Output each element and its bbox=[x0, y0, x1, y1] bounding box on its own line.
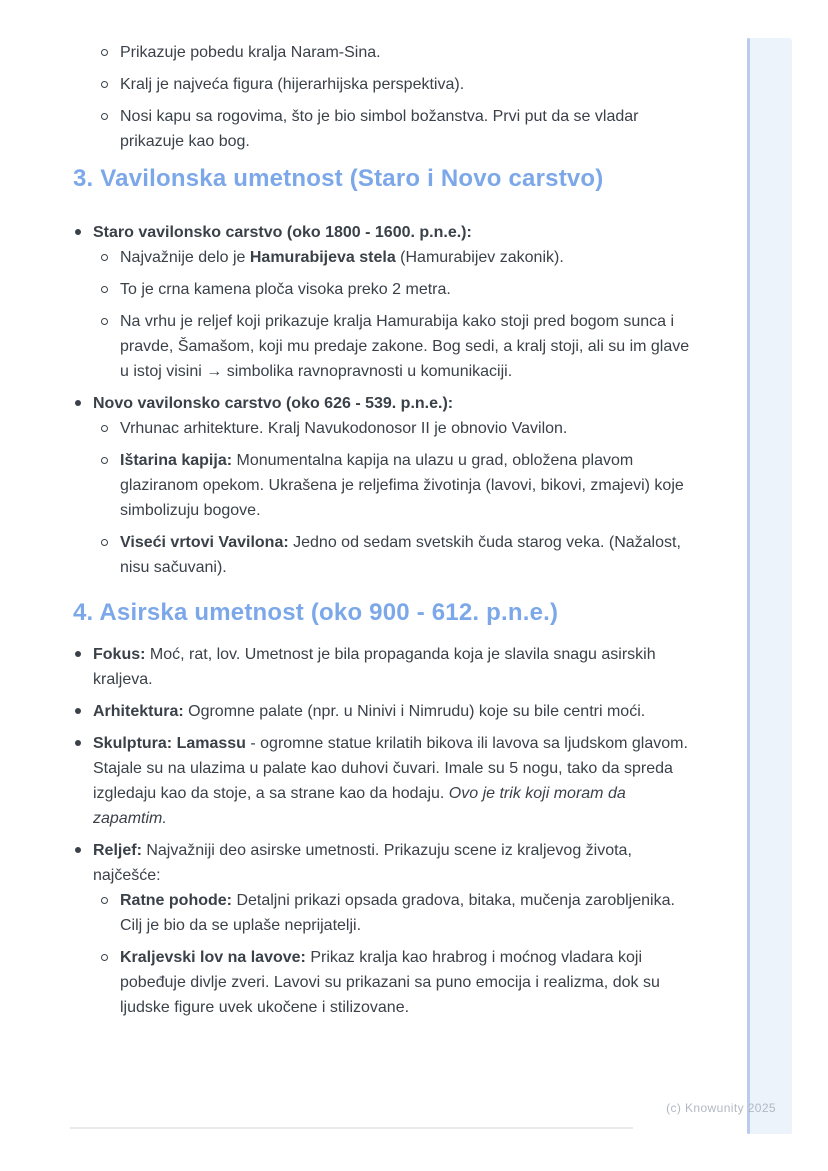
list-item bbox=[101, 72, 695, 97]
list-item bbox=[101, 448, 695, 523]
bullet-dot-icon bbox=[75, 651, 81, 657]
list-item-text: Ratne pohode: Detaljni prikazi opsada gradova, bitaka, mučenja zarobljenika. Cilj je bio da se uplaše neprijatelji. bbox=[120, 892, 675, 934]
bullet-circle-icon bbox=[101, 425, 108, 432]
list-item-text: Vrhunac arhitekture. Kralj Navukodonosor II je obnovio Vavilon. bbox=[120, 420, 568, 437]
list-item-text: Kralj je najveća figura (hijerarhijska perspektiva). bbox=[120, 76, 465, 93]
list-item bbox=[73, 391, 695, 580]
section-3-heading: 3. Vavilonska umetnost (Staro i Novo carstvo) bbox=[73, 165, 604, 192]
list-item bbox=[101, 945, 695, 1020]
list-item bbox=[73, 699, 695, 724]
scrollbar-track[interactable] bbox=[747, 38, 792, 1134]
list-item bbox=[73, 642, 695, 692]
list-item-text: Kraljevski lov na lavove: Prikaz kralja kao hrabrog i moćnog vladara koji pobeđuje divlje zveri. Lavovi su prikazani sa puno emocija i realizma, dok su ljudske figure uvek ukočene i stilizovane. bbox=[120, 949, 660, 1016]
bullet-circle-icon bbox=[101, 49, 108, 56]
bullet-dot-icon bbox=[75, 400, 81, 406]
sub-list bbox=[93, 416, 695, 580]
section-3-list bbox=[73, 220, 695, 580]
bullet-circle-icon bbox=[101, 457, 108, 464]
list-item bbox=[101, 277, 695, 302]
section-4-list bbox=[73, 642, 695, 1020]
list-item-text: Na vrhu je reljef koji prikazuje kralja Hamurabija kako stoji pred bogom sunca i pravde, Šamašom, koji mu predaje zakone. Bog sedi, a kralj stoji, ali su im glave u istoj visini → simbolika ravnopravnosti u komunikaciji. bbox=[120, 313, 690, 380]
list-item-text: Novo vavilonsko carstvo (oko 626 - 539. p.n.e.): bbox=[93, 395, 454, 412]
bullet-circle-icon bbox=[101, 254, 108, 261]
page-divider bbox=[70, 1127, 633, 1129]
bullet-circle-icon bbox=[101, 81, 108, 88]
list-item-text: Viseći vrtovi Vavilona: Jedno od sedam svetskih čuda starog veka. (Nažalost, nisu sačuvani). bbox=[120, 534, 681, 576]
list-item-text: Ištarina kapija: Monumentalna kapija na ulazu u grad, obložena plavom glaziranom opekom. Ukrašena je reljefima životinja (lavovi, bikovi, zmajevi) koje simbolizuju bogove. bbox=[120, 452, 684, 519]
document-content bbox=[73, 40, 695, 1027]
list-item bbox=[101, 416, 695, 441]
list-item bbox=[73, 731, 695, 831]
bullet-circle-icon bbox=[101, 318, 108, 325]
list-item-text: Arhitektura: Ogromne palate (npr. u Ninivi i Nimrudu) koje su bile centri moći. bbox=[93, 703, 646, 720]
scrollbar-thumb[interactable] bbox=[747, 38, 750, 1134]
section-4-heading: 4. Asirska umetnost (oko 900 - 612. p.n.e.) bbox=[73, 599, 559, 626]
list-item-text: Reljef: Najvažniji deo asirske umetnosti. Prikazuju scene iz kraljevog života, najčešće: bbox=[93, 842, 632, 884]
bullet-dot-icon bbox=[75, 847, 81, 853]
sub-list bbox=[93, 888, 695, 1020]
bullet-dot-icon bbox=[75, 229, 81, 235]
list-item-text: Fokus: Moć, rat, lov. Umetnost je bila propaganda koja je slavila snagu asirskih kraljeva. bbox=[93, 646, 656, 688]
list-item bbox=[101, 40, 695, 65]
list-item bbox=[101, 104, 695, 154]
list-item-text: To je crna kamena ploča visoka preko 2 metra. bbox=[120, 281, 451, 298]
bullet-circle-icon bbox=[101, 954, 108, 961]
bullet-circle-icon bbox=[101, 539, 108, 546]
list-item-text: Skulptura: Lamassu - ogromne statue krilatih bikova ili lavova sa ljudskom glavom. Stajale su na ulazima u palate kao duhovi čuvari. Imale su 5 nogu, tako da spreda izgledaju kao da stoje, a sa strane kao da hodaju. Ovo je trik koji moram da zapamtim. bbox=[93, 735, 688, 827]
list-item bbox=[101, 888, 695, 938]
list-item bbox=[101, 530, 695, 580]
list-item bbox=[101, 245, 695, 270]
list-item-text: Najvažnije delo je Hamurabijeva stela (Hamurabijev zakonik). bbox=[120, 249, 564, 266]
list-item bbox=[73, 838, 695, 1020]
copyright-watermark: (c) Knowunity 2025 bbox=[666, 1101, 776, 1115]
intro-list bbox=[73, 40, 695, 154]
bullet-dot-icon bbox=[75, 740, 81, 746]
bullet-dot-icon bbox=[75, 708, 81, 714]
list-item-text: Staro vavilonsko carstvo (oko 1800 - 1600. p.n.e.): bbox=[93, 224, 472, 241]
bullet-circle-icon bbox=[101, 286, 108, 293]
list-item-text: Nosi kapu sa rogovima, što je bio simbol božanstva. Prvi put da se vladar prikazuje kao bog. bbox=[120, 108, 639, 150]
list-item bbox=[101, 309, 695, 384]
list-item bbox=[73, 220, 695, 384]
bullet-circle-icon bbox=[101, 113, 108, 120]
bullet-circle-icon bbox=[101, 897, 108, 904]
sub-list bbox=[93, 245, 695, 384]
list-item-text: Prikazuje pobedu kralja Naram-Sina. bbox=[120, 44, 381, 61]
